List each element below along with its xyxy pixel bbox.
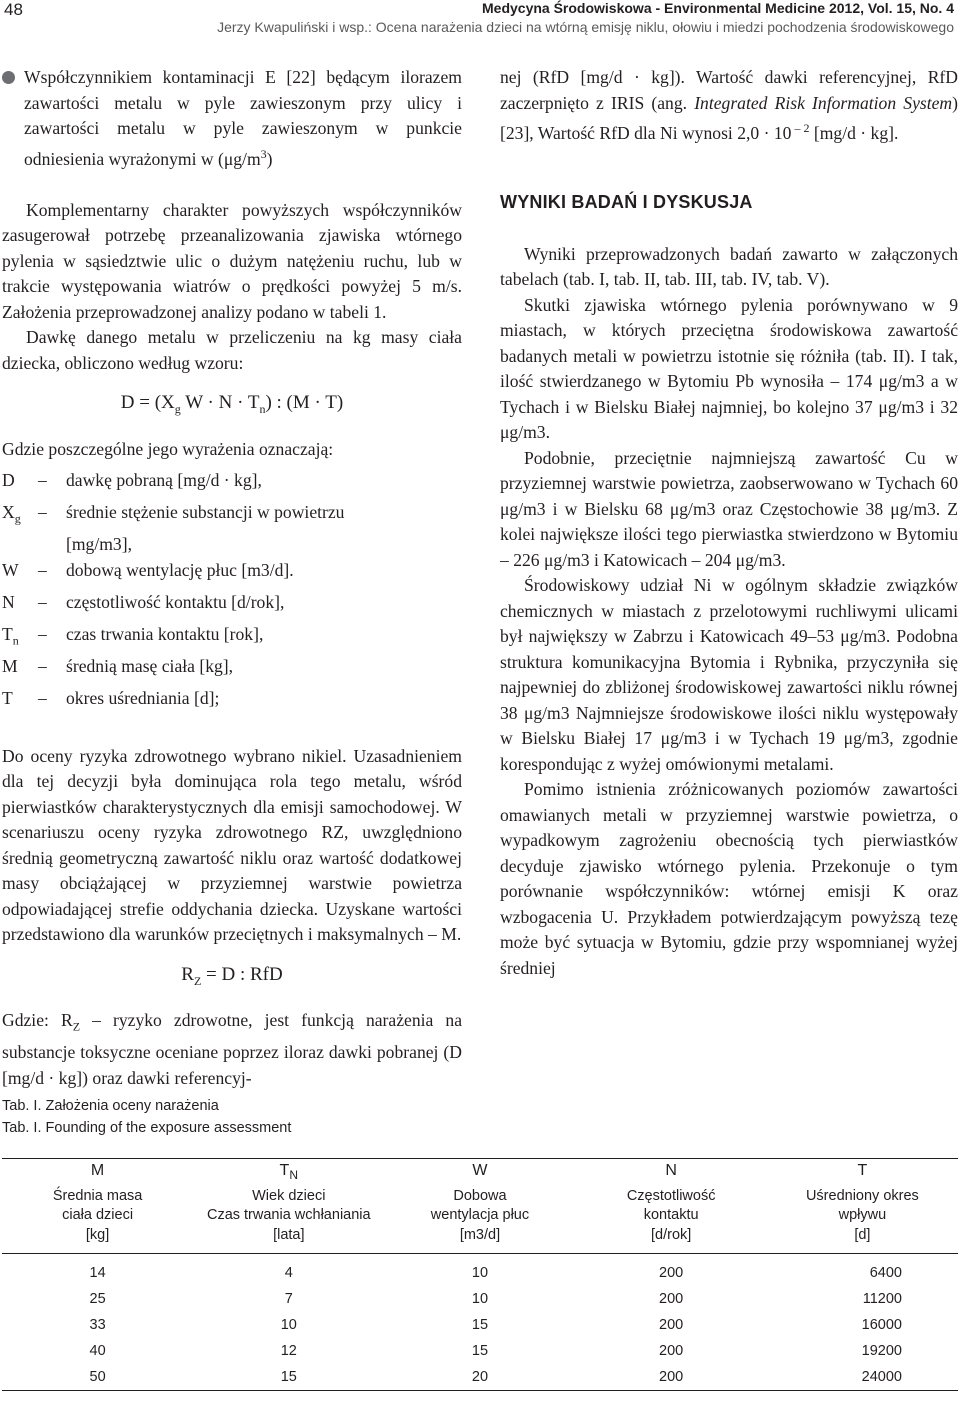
table-cell: 6400 (869, 1265, 902, 1282)
column-header: M Średnia masa ciała dzieci [kg] (2, 1159, 193, 1254)
table-row (2, 1254, 958, 1287)
table-cell: 10 (471, 1291, 489, 1308)
table-caption-en: Tab. I. Founding of the exposure assessment (2, 1120, 292, 1136)
table-cell: 16000 (861, 1317, 902, 1334)
definition-item: D – dawkę pobraną [mg/d · kg], (2, 470, 262, 491)
table-cell: 12 (280, 1343, 297, 1360)
definition-item: T – okres uśredniania [d]; (2, 687, 220, 708)
table-cell: 14 (89, 1265, 106, 1282)
table-cell: 50 (2, 1364, 193, 1391)
table-cell: 200 (659, 1265, 684, 1282)
table-cell: 200 (659, 1343, 684, 1360)
column-header: N Częstotliwość kontaktu [d/rok] (576, 1159, 767, 1254)
table-row (2, 1286, 958, 1312)
table-cell: 33 (89, 1317, 106, 1334)
table-cell: 200 (576, 1364, 767, 1391)
table-cell: 24000 (767, 1364, 958, 1391)
column-header: $T_N$ Wiek dzieci Czas trwania wchłaniania [lata] (193, 1159, 384, 1254)
paragraph: Do oceny ryzyka zdrowotnego wybrano nikiel. Uzasadnieniem dla tej decyzji była dominująca rola tego metalu, wśród pierwiastków charakterystycznych dla emisji samochodowej. W scenariuszu oceny ryzyka zdrowotnego RZ, uwzględniono średnią geometryczną zawartość niklu oraz wartość dodatkowej masy obciążającej w przyziemnej warstwie powietrza odpowiadającej strefie oddychania dziecka. Uzyskane wartości przedstawiono dla warunków przeciętnych i maksymalnych – M. (2, 745, 462, 945)
table-cell: 15 (471, 1317, 489, 1334)
table-row (2, 1312, 958, 1338)
table-cell: 10 (280, 1317, 297, 1334)
column-header: T Uśredniony okres wpływu [d] (767, 1159, 958, 1254)
running-header-authors: Jerzy Kwapuliński i wsp.: Ocena narażenia dzieci na wtórną emisję niklu, ołowiu i miedzi pochodzenia środowiskowego (217, 19, 954, 35)
definition-item: M – średnią masę ciała [kg], (2, 655, 234, 676)
paragraph: Komplementarny charakter powyższych współczynników zasugerował potrzebę przeanalizowania zjawiska wtórnego pylenia w sąsiedztwie ulic o dużym natężeniu ruchu, lub w trakcie występowania wiatrów o prędkości powyżej 5 m/s. Założenia przeprowadzonej analizy podano w tabeli 1. (2, 199, 462, 322)
exposure-table (2, 1158, 958, 1391)
paragraph: nej (RfD [mg/d · kg]). Wartość dawki referencyjnej, RfD zaczerpnięto z IRIS (ang. Integrated Risk Information System) [23], Wartość RfD dla Ni wynosi 2,0 · 10 $^{- 2}$ [mg/d · kg]. (500, 67, 958, 143)
paragraph: Wyniki przeprowadzonych badań zawarto w załączonych tabelach (tab. I, tab. II, tab. III, tab. IV, tab. V). (500, 243, 958, 290)
table-cell: 7 (284, 1291, 293, 1308)
table-cell: 25 (89, 1291, 106, 1308)
definition-item: $X_g$ – średnie stężenie substancji w powietrzu (2, 502, 345, 526)
definition-item: W – dobową wentylację płuc [m3/d]. (2, 559, 294, 580)
definition-list (2, 468, 462, 718)
column-header: W Dobowa wentylacja płuc [m3/d] (384, 1159, 575, 1254)
bullet-paragraph: Współczynnikiem kontaminacji E [22] będącym ilorazem zawartości metalu w pyle zawieszonym przy ulicy i zawartości metalu w pyle zawieszonym w punkcie odniesienia wyrażonymi w $(\mu g/m^3)$ (2, 65, 462, 172)
page-number: 48 (4, 0, 23, 19)
paragraph: Pomimo istnienia zróżnicowanych poziomów zawartości omawianych metali w przyziemnej warstwie powietrza, o wypadkowym zagrożeniu obecnością tych pierwiastków decyduje zjawisko wtórnego pylenia. Przekonuje o tym porównanie współczynników: wtórnej emisji K oraz wzbogacenia U. Przykładem potwierdzającym powyższą tezę może być sytuacja w Bytomiu, gdzie przy wspomnianej wyżej średniej (500, 779, 958, 978)
definition-item: $T_n$ – czas trwania kontaktu [rok], (2, 623, 264, 648)
table-cell: 40 (89, 1343, 106, 1360)
paragraph: Środowiskowy udział Ni w ogólnym składzie związków chemicznych w miastach z przelotowymi ruchliwymi ulicami był największy w Zabrzu i Katowicach 49–53 μg/m3. Podobna struktura komunikacyjna Bytomia i Rybnika, przyczyniła się najpewniej do zbliżonej środowiskowej zawartości niklu równej 38 μg/m3 Najmniejsze środowiskowe ilości niklu występowały w Bielsku Białej 17 μg/m3 i w Tychach 19 μg/m3, zgodnie korespondując z wyżej omówionymi metalami. (500, 575, 958, 774)
dose-formula: $D = (X_g$ $W \cdot N \cdot T_n$) : (M · T) (120, 392, 344, 417)
table-cell: 15 (471, 1343, 489, 1360)
table-row (2, 1364, 958, 1391)
table-cell: 15 (193, 1364, 384, 1391)
paragraph: Skutki zjawiska wtórnego pylenia porównywano w 9 miastach, w których przeciętna środowiskowa zawartość badanych metali w powietrzu istotnie się różniła (tab. II). I tak, ilość stwierdzanego w Bytomiu Pb wynosiła – 174 μg/m3 a w Tychach i w Bielsku Białej najmniej, bo kolejno 37 μg/m3 i 32 μg/m3. (500, 294, 958, 443)
table-cell: 19200 (861, 1343, 902, 1360)
table-cell: 10 (471, 1265, 489, 1282)
table-cell: 200 (659, 1317, 684, 1334)
definition-item: N – częstotliwość kontaktu [d/rok], (2, 591, 285, 612)
table-header-row (2, 1159, 958, 1254)
paragraph: Dawkę danego metalu w przeliczeniu na kg masy ciała dziecka, obliczono według wzoru: (2, 327, 462, 373)
paragraph: Gdzie poszczególne jego wyrażenia oznaczają: (2, 438, 334, 459)
section-heading: WYNIKI BADAŃ I DYSKUSJA (500, 192, 753, 213)
journal-title: Medycyna Środowiskowa - Environmental Medicine 2012, Vol. 15, No. 4 (482, 0, 954, 16)
table-caption-pl: Tab. I. Założenia oceny narażenia (2, 1098, 219, 1114)
paragraph: Podobnie, przeciętnie najmniejszą zawartość Cu w przyziemnej warstwie powietrza, zaobserwowano w Tychach 60 μg/m3 i w Bielsku 68 μg/m3 oraz Częstochowie 38 μg/m3. Z kolei największe ilości tego pierwiastka stwierdzono w Bytomiu – 226 μg/m3 i Katowicach – 204 μg/m3. (500, 447, 958, 570)
right-column (500, 65, 958, 981)
table-row (2, 1338, 958, 1364)
table-cell: 4 (284, 1265, 293, 1282)
bullet-dot-icon (2, 71, 15, 84)
risk-formula: $R_Z = D$ : RfD (181, 963, 283, 988)
paragraph: Gdzie: $R_Z$ – ryzyko zdrowotne, jest funkcją narażenia na substancje toksyczne oceniane poprzez iloraz dawki pobranej (D [mg/d · kg]) oraz dawki referencyj- (2, 1010, 462, 1088)
table-cell: 20 (384, 1364, 575, 1391)
left-column (2, 65, 462, 1091)
table-cell: 200 (659, 1291, 684, 1308)
definition-item-continuation: [mg/m3], (66, 534, 132, 555)
table-cell: 11200 (862, 1291, 902, 1308)
